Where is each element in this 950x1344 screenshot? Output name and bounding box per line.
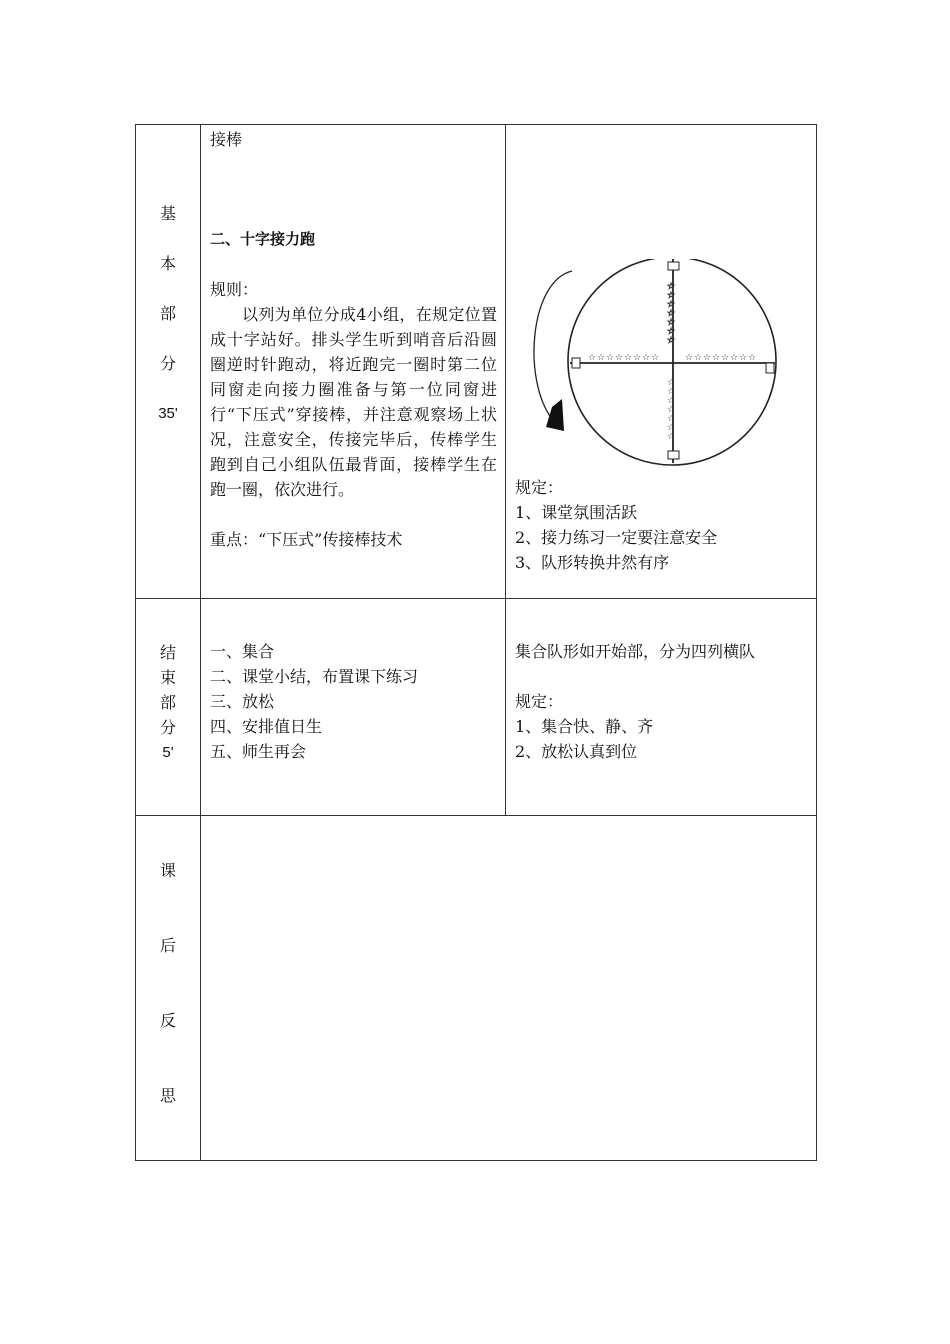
section-heading: 二、十字接力跑 [210,230,316,248]
svg-text:☆: ☆ [667,405,676,415]
list-item: 二、课堂小结，布置课下练习 [210,667,419,686]
svg-text:☆: ☆ [651,353,660,363]
relay-zone-bottom [668,451,679,459]
section-duration: 35' [158,405,178,422]
relay-zone-right [766,363,774,373]
relay-zone-top [668,262,679,270]
notes-item: 3、队形转换井然有序 [515,553,670,572]
table-row-ending-section [136,599,817,816]
label-char: 分 [159,354,176,373]
notes-item: 1、课堂氛围活跃 [515,503,638,522]
label-char: 基 [159,204,176,223]
svg-text:☆: ☆ [667,336,676,346]
label-char: 分 [159,718,176,737]
svg-text:☆: ☆ [712,353,721,363]
relay-zone-left [572,358,580,368]
list-item: 三、放松 [210,692,275,711]
content-top-line: 接棒 [210,130,243,149]
svg-text:☆: ☆ [667,432,676,442]
rules-label: 规则： [210,280,259,299]
svg-text:☆: ☆ [667,396,676,406]
svg-text:☆: ☆ [588,353,597,363]
svg-text:☆: ☆ [703,353,712,363]
student-markers-left [588,353,659,363]
lesson-plan-table [135,124,817,1161]
svg-text:☆: ☆ [667,327,676,337]
label-char: 部 [159,304,176,323]
notes-item: 2、放松认真到位 [515,742,638,761]
table-row-basic-section [136,125,817,599]
svg-text:☆: ☆ [667,291,676,301]
label-char: 本 [159,254,176,273]
reflection-content-cell [201,816,817,1161]
basic-notes-text [506,475,717,575]
ending-section-notes-cell [506,599,817,816]
student-markers-bottom [667,378,675,442]
label-char: 反 [159,1011,176,1030]
label-char: 部 [159,693,176,712]
label-char: 束 [159,668,176,687]
svg-text:☆: ☆ [667,378,676,388]
reflection-label-cell [136,816,201,1161]
svg-text:☆: ☆ [667,423,676,433]
ending-section-label-cell [136,599,201,816]
notes-item: 2、接力练习一定要注意安全 [515,528,718,547]
label-char: 课 [159,861,176,880]
rules-text: 以列为单位分成4小组，在规定位置成十字站好。排头学生听到哨音后沿圆圈逆时针跑动，将近跑完一圈时第二位同窗走向接力圈准备与第一位同窗进行“下压式”穿接棒，并注意观察场上状况，注意安全，传接完毕后，传棒学生跑到自己小组队伍最背面，接棒学生在跑一圈，依次进行。 [210,305,497,499]
svg-text:☆: ☆ [667,387,676,397]
svg-text:☆: ☆ [667,309,676,319]
formation-note: 集合队形如开始部，分为四列横队 [515,642,756,661]
svg-text:☆: ☆ [624,353,633,363]
svg-text:☆: ☆ [642,353,651,363]
basic-section-label-cell [136,125,201,599]
svg-text:☆: ☆ [606,353,615,363]
running-direction-arrow [534,271,572,419]
svg-text:☆: ☆ [597,353,606,363]
svg-text:☆: ☆ [667,282,676,292]
list-item: 五、师生再会 [210,742,307,761]
list-item: 一、集合 [210,642,275,661]
label-char: 思 [159,1086,176,1105]
svg-text:☆: ☆ [739,353,748,363]
svg-text:☆: ☆ [694,353,703,363]
key-point: 重点：“下压式”传接棒技术 [210,530,403,549]
basic-section-content-cell [201,125,506,599]
label-char: 结 [159,643,176,662]
section-duration: 5' [162,744,174,761]
svg-text:☆: ☆ [730,353,739,363]
notes-label: 规定： [515,692,564,711]
svg-text:☆: ☆ [667,318,676,328]
student-markers-top [667,282,675,346]
basic-section-notes-cell [506,125,817,599]
notes-item: 1、集合快、静、齐 [515,717,654,736]
svg-text:☆: ☆ [685,353,694,363]
cross-relay-formation-diagram-icon [530,259,790,469]
svg-text:☆: ☆ [721,353,730,363]
notes-label: 规定： [515,478,564,497]
table-row-reflection-section [136,816,817,1161]
label-char: 后 [159,936,176,955]
svg-text:☆: ☆ [667,414,676,424]
list-item: 四、安排值日生 [210,717,323,736]
svg-text:☆: ☆ [615,353,624,363]
svg-text:☆: ☆ [667,300,676,310]
svg-text:☆: ☆ [748,353,757,363]
student-markers-right [685,353,756,363]
svg-text:☆: ☆ [633,353,642,363]
ending-section-content-cell [201,599,506,816]
